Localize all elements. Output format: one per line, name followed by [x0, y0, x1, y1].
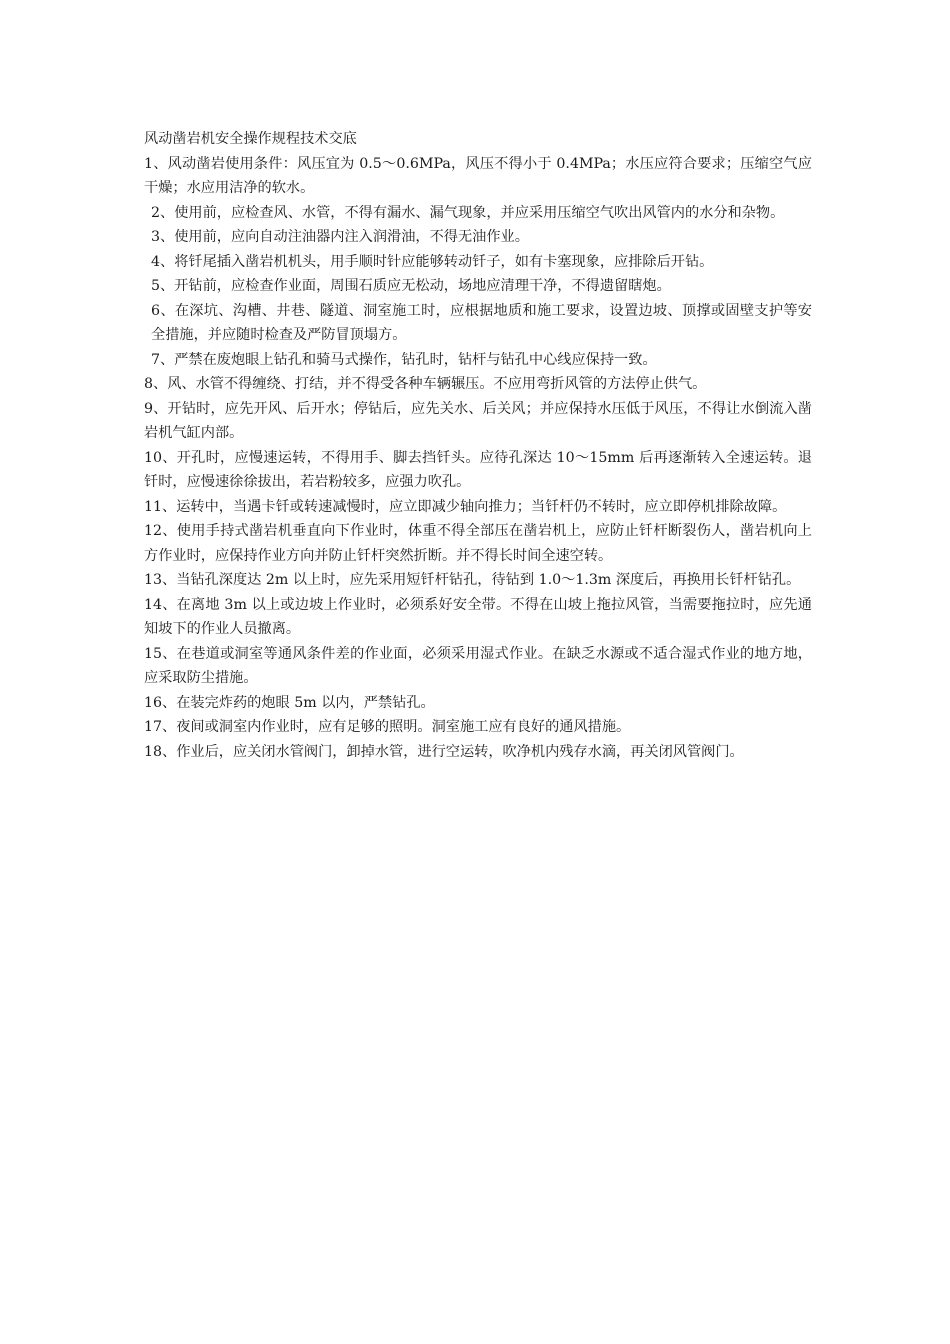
paragraph-item: 16、在装完炸药的炮眼 5m 以内，严禁钻孔。 — [144, 694, 435, 711]
paragraph-item: 1、风动凿岩使用条件：风压宜为 0.5～0.6MPa，风压不得小于 0.4MPa；水压应符合要求；压缩空气应干燥；水应用洁净的软水。 — [144, 155, 812, 196]
paragraph-item: 13、当钻孔深度达 2m 以上时，应先采用短钎杆钻孔，待钻到 1.0～1.3m 深度后，再换用长钎杆钻孔。 — [144, 572, 801, 588]
paragraph-item: 17、夜间或洞室内作业时，应有足够的照明。洞室施工应有良好的通风措施。 — [144, 719, 631, 735]
paragraph-item: 2、使用前，应检查风、水管，不得有漏水、漏气现象，并应采用压缩空气吹出风管内的水分和杂物。 — [151, 204, 785, 221]
paragraph-item: 7、严禁在废炮眼上钻孔和骑马式操作，钻孔时，钻杆与钻孔中心线应保持一致。 — [151, 351, 657, 368]
paragraph-item: 4、将钎尾插入凿岩机机头，用手顺时针应能够转动钎子，如有卡塞现象，应排除后开钻。 — [151, 253, 714, 270]
paragraph-item: 8、风、水管不得缠绕、打结，并不得受各种车辆辗压。不应用弯折风管的方法停止供气。 — [144, 376, 707, 392]
paragraph-item: 12、使用手持式凿岩机垂直向下作业时，体重不得全部压在凿岩机上，应防止钎杆断裂伤人，凿岩机向上方作业时，应保持作业方向并防止钎杆突然折断。并不得长时间全速空转。 — [144, 523, 812, 564]
document-title: 风动凿岩机安全操作规程技术交底 — [144, 131, 357, 147]
paragraph-item: 15、在巷道或洞室等通风条件差的作业面，必须采用湿式作业。在缺乏水源或不适合湿式作业的地方地，应采取防尘措施。 — [144, 645, 812, 686]
paragraph-item: 14、在离地 3m 以上或边坡上作业时，必须系好安全带。不得在山坡上拖拉风管，当需要拖拉时，应先通知坡下的作业人员撤离。 — [144, 596, 812, 637]
paragraph-item: 5、开钻前，应检查作业面，周围石质应无松动，场地应清理干净，不得遗留瞎炮。 — [151, 278, 671, 294]
paragraph-item: 10、开孔时，应慢速运转，不得用手、脚去挡钎头。应待孔深达 10～15mm 后再逐渐转入全速运转。退钎时，应慢速徐徐拔出，若岩粉较多，应强力吹孔。 — [144, 449, 812, 490]
paragraph-item: 3、使用前，应向自动注油器内注入润滑油，不得无油作业。 — [151, 229, 529, 245]
document-body — [144, 127, 812, 764]
paragraph-item: 11、运转中，当遇卡钎或转速减慢时，应立即减少轴向推力；当钎杆仍不转时，应立即停机排除故障。 — [144, 498, 787, 515]
paragraph-item: 9、开钻时，应先开风、后开水；停钻后，应先关水、后关风；并应保持水压低于风压，不得让水倒流入凿岩机气缸内部。 — [144, 400, 812, 441]
paragraph-item: 6、在深坑、沟槽、井巷、隧道、洞室施工时，应根据地质和施工要求，设置边坡、顶撑或固壁支护等安全措施，并应随时检查及严防冒顶塌方。 — [151, 302, 812, 343]
paragraph-item: 18、作业后，应关闭水管阀门，卸掉水管，进行空运转，吹净机内残存水滴，再关闭风管阀门。 — [144, 743, 744, 760]
